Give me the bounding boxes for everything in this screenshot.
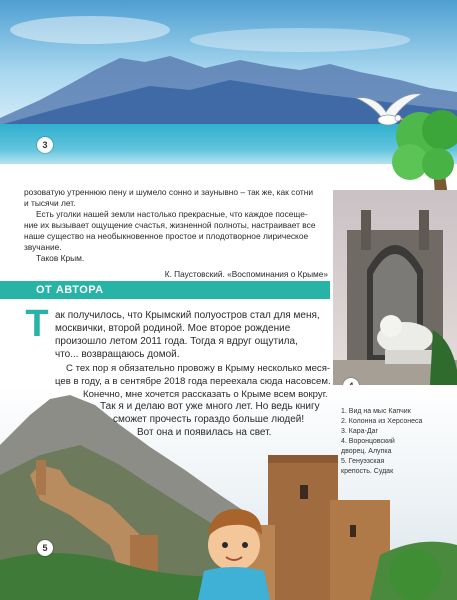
quote-source: К. Паустовский. «Воспоминания о Крыме» [164, 269, 328, 279]
author-line: Так я и делаю вот уже много лет. Но ведь книгу [100, 401, 320, 412]
caption-line: 3. Кара-Даг [341, 428, 379, 435]
caption-line: крепость. Судак [341, 468, 394, 475]
author-line: ак получилось, что Крымский полуостров стал для меня, [55, 310, 320, 321]
photo-number-badge: 5 [37, 540, 53, 556]
intro-line: Таков Крым. [36, 253, 85, 263]
drop-cap: Т [25, 303, 49, 345]
intro-line: наше существо на необыкновенное простое и плодотворное лирическое [24, 231, 309, 241]
author-line: москвички, второй родиной. Мое второе рождение [55, 323, 291, 334]
author-line: сможет прочесть гораздо больше людей! [113, 414, 305, 425]
author-line: Конечно, мне хочется рассказать о Крыме всем вокруг. [83, 389, 328, 400]
palace-photo [333, 190, 457, 402]
author-line: что... возвращаюсь домой. [55, 349, 180, 360]
author-line: Вот она и появилась на свет. [137, 427, 272, 438]
author-line: цев в году, а в сентябре 2018 года переехала сюда насовсем. [55, 376, 331, 387]
intro-line: ние их вызывает ощущение счастья, жизненной полноты, настраивает все [24, 220, 316, 230]
caption-line: 4. Воронцовский [341, 438, 395, 445]
caption-line: дворец. Алупка [341, 448, 392, 455]
intro-line: розоватую утреннюю пену и шумело сонно и заунывно – так же, как сотни [24, 187, 314, 197]
section-title: ОТ АВТОРА [36, 284, 104, 296]
intro-line: звучание. [24, 242, 62, 252]
intro-line: и тысячи лет. [24, 198, 76, 208]
author-line: произошло летом 2011 года. Тогда я вдруг ощутила, [55, 336, 298, 347]
caption-line: 1. Вид на мыс Капчик [341, 408, 411, 415]
photo-captions [341, 407, 453, 477]
caption-line: 5. Генуэзская [341, 458, 385, 465]
caption-line: 2. Колонна из Херсонеса [341, 418, 423, 425]
author-line: С тех пор я обязательно провожу в Крыму несколько меся- [66, 363, 331, 374]
intro-line: Есть уголки нашей земли настолько прекрасные, что каждое посеще- [36, 209, 308, 219]
photo-number-badge: 3 [37, 137, 53, 153]
intro-quote [24, 187, 329, 264]
